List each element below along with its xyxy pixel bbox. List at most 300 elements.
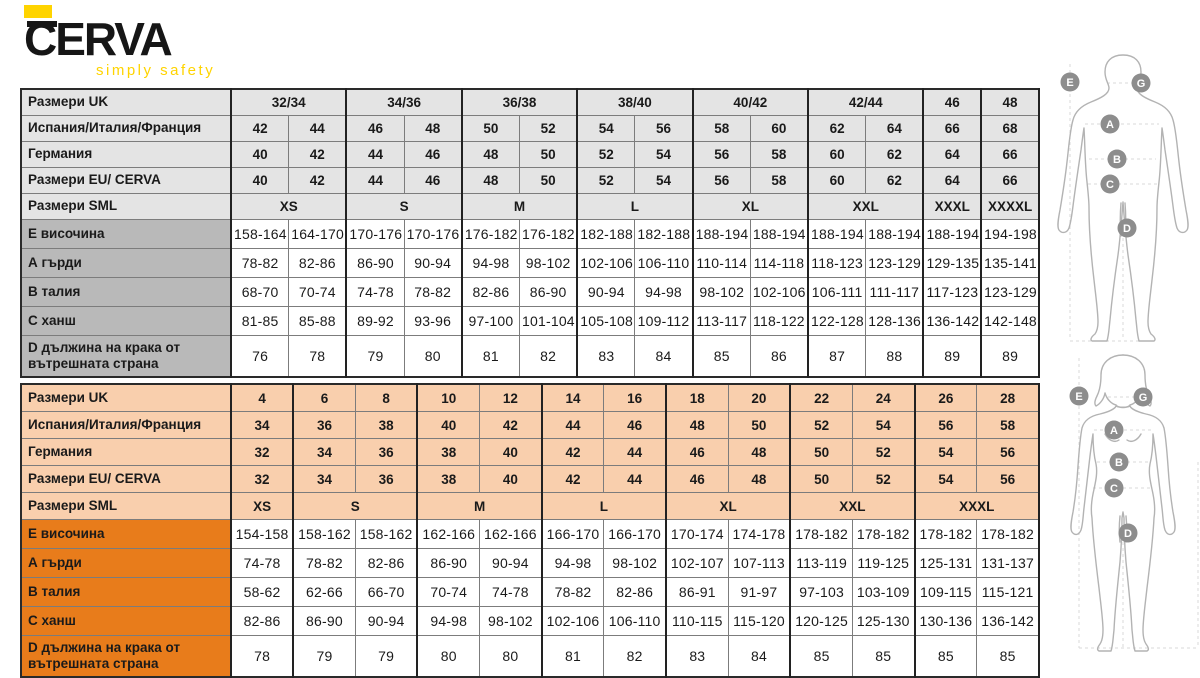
svg-text:E: E — [1075, 391, 1083, 403]
size-header-cell: 34 — [293, 466, 355, 493]
size-value-cell: 82-86 — [462, 278, 520, 307]
measure-badge-E-icon — [1061, 73, 1080, 92]
size-header-cell: 40 — [231, 142, 289, 168]
measure-badge-G-icon — [1134, 388, 1153, 407]
size-value-cell: 68-70 — [231, 278, 289, 307]
size-value-cell: 97-100 — [462, 307, 520, 336]
size-value-cell: 86-91 — [666, 578, 728, 607]
row-label: Размери SML — [21, 194, 231, 220]
size-value-cell: 86-90 — [520, 278, 578, 307]
size-value-cell: 98-102 — [520, 249, 578, 278]
size-header-cell: 46 — [404, 142, 462, 168]
size-header-cell: XXL — [808, 194, 923, 220]
size-header-cell: 62 — [866, 168, 924, 194]
size-value-cell: 188-194 — [923, 220, 981, 249]
row-label: А гърди — [21, 249, 231, 278]
size-value-cell: 125-131 — [915, 549, 977, 578]
size-header-cell: 48 — [981, 89, 1039, 116]
size-value-cell: 162-166 — [417, 520, 479, 549]
size-value-cell: 135-141 — [981, 249, 1039, 278]
size-value-cell: 115-121 — [977, 578, 1039, 607]
row-label: А гърди — [21, 549, 231, 578]
size-header-cell: 60 — [808, 142, 866, 168]
size-value-cell: 78-82 — [231, 249, 289, 278]
size-value-cell: 74-78 — [346, 278, 404, 307]
size-header-cell: 58 — [750, 168, 808, 194]
size-header-cell: 48 — [462, 168, 520, 194]
row-label: Размери EU/ CERVA — [21, 466, 231, 493]
size-header-cell: M — [417, 493, 541, 520]
size-header-cell: 62 — [866, 142, 924, 168]
size-header-cell: 32 — [231, 466, 293, 493]
size-value-cell: 90-94 — [355, 607, 417, 636]
size-value-cell: 98-102 — [480, 607, 542, 636]
size-value-cell: 107-113 — [728, 549, 790, 578]
size-value-cell: 89 — [981, 336, 1039, 378]
size-header-cell: 56 — [693, 168, 751, 194]
size-value-cell: 74-78 — [231, 549, 293, 578]
size-header-cell: 54 — [915, 439, 977, 466]
size-header-cell: 46 — [666, 439, 728, 466]
size-header-cell: 20 — [728, 384, 790, 412]
row-label: В талия — [21, 578, 231, 607]
size-header-cell: 64 — [923, 168, 981, 194]
size-value-cell: 194-198 — [981, 220, 1039, 249]
size-value-cell: 178-182 — [852, 520, 914, 549]
size-header-cell: 44 — [289, 116, 347, 142]
size-value-cell: 118-123 — [808, 249, 866, 278]
size-header-cell: 52 — [577, 168, 635, 194]
size-header-cell: 52 — [790, 412, 852, 439]
size-header-cell: 50 — [520, 142, 578, 168]
size-value-cell: 90-94 — [480, 549, 542, 578]
size-header-cell: 42 — [289, 168, 347, 194]
size-value-cell: 82 — [604, 636, 666, 678]
size-header-cell: 54 — [852, 412, 914, 439]
size-value-cell: 81 — [542, 636, 604, 678]
size-header-cell: 36 — [293, 412, 355, 439]
size-header-cell: 64 — [923, 142, 981, 168]
size-value-cell: 102-106 — [542, 607, 604, 636]
cerva-logo — [24, 4, 244, 80]
size-header-cell: 50 — [462, 116, 520, 142]
size-value-cell: 82-86 — [289, 249, 347, 278]
size-value-cell: 103-109 — [852, 578, 914, 607]
size-value-cell: 79 — [346, 336, 404, 378]
measure-badge-E-icon — [1070, 387, 1089, 406]
size-value-cell: 85-88 — [289, 307, 347, 336]
size-header-cell: 32 — [231, 439, 293, 466]
size-value-cell: 86-90 — [417, 549, 479, 578]
size-value-cell: 110-114 — [693, 249, 751, 278]
size-header-cell: 40 — [480, 466, 542, 493]
size-value-cell: 91-97 — [728, 578, 790, 607]
size-value-cell: 90-94 — [577, 278, 635, 307]
size-value-cell: 142-148 — [981, 307, 1039, 336]
size-header-cell: 18 — [666, 384, 728, 412]
size-value-cell: 85 — [977, 636, 1039, 678]
size-value-cell: 58-62 — [231, 578, 293, 607]
size-value-cell: 178-182 — [790, 520, 852, 549]
row-label: Испания/Италия/Франция — [21, 116, 231, 142]
svg-text:B: B — [1115, 457, 1123, 469]
size-value-cell: 182-188 — [577, 220, 635, 249]
size-header-cell: 44 — [346, 142, 404, 168]
size-value-cell: 109-112 — [635, 307, 693, 336]
row-label: С ханш — [21, 607, 231, 636]
size-header-cell: XXXXL — [981, 194, 1039, 220]
size-value-cell: 94-98 — [635, 278, 693, 307]
size-value-cell: 78 — [289, 336, 347, 378]
size-value-cell: 123-129 — [981, 278, 1039, 307]
size-value-cell: 106-110 — [604, 607, 666, 636]
size-value-cell: 82-86 — [231, 607, 293, 636]
size-value-cell: 154-158 — [231, 520, 293, 549]
size-value-cell: 117-123 — [923, 278, 981, 307]
size-header-cell: 36/38 — [462, 89, 577, 116]
size-header-cell: 66 — [981, 168, 1039, 194]
size-header-cell: 60 — [750, 116, 808, 142]
size-value-cell: 81 — [462, 336, 520, 378]
size-value-cell: 110-115 — [666, 607, 728, 636]
measure-badge-A-icon — [1101, 115, 1120, 134]
brand-tagline: simply safety — [96, 62, 216, 79]
row-label: D дължина на крака от вътрешната страна — [21, 336, 231, 378]
size-header-cell: 46 — [923, 89, 981, 116]
size-header-cell: 46 — [604, 412, 666, 439]
size-header-cell: XXL — [790, 493, 914, 520]
size-value-cell: 130-136 — [915, 607, 977, 636]
measure-badge-A-icon — [1105, 421, 1124, 440]
measure-badge-B-icon — [1108, 150, 1127, 169]
size-header-cell: 48 — [728, 466, 790, 493]
size-value-cell: 102-106 — [750, 278, 808, 307]
size-header-cell: 42/44 — [808, 89, 923, 116]
measure-badge-C-icon — [1105, 479, 1124, 498]
size-value-cell: 122-128 — [808, 307, 866, 336]
size-header-cell: XS — [231, 493, 293, 520]
size-value-cell: 131-137 — [977, 549, 1039, 578]
row-label: Германия — [21, 142, 231, 168]
size-header-cell: 48 — [666, 412, 728, 439]
size-header-cell: 58 — [977, 412, 1039, 439]
row-label: Е височина — [21, 220, 231, 249]
svg-text:C: C — [1106, 179, 1114, 191]
size-value-cell: 113-119 — [790, 549, 852, 578]
size-value-cell: 188-194 — [866, 220, 924, 249]
size-header-cell: S — [346, 194, 461, 220]
size-header-cell: XL — [666, 493, 790, 520]
size-header-cell: 44 — [346, 168, 404, 194]
size-value-cell: 78-82 — [293, 549, 355, 578]
size-value-cell: 164-170 — [289, 220, 347, 249]
size-header-cell: 48 — [404, 116, 462, 142]
size-header-cell: 38 — [417, 439, 479, 466]
size-header-cell: 10 — [417, 384, 479, 412]
size-value-cell: 106-110 — [635, 249, 693, 278]
size-value-cell: 170-176 — [346, 220, 404, 249]
measure-badge-G-icon — [1132, 74, 1151, 93]
size-header-cell: 42 — [480, 412, 542, 439]
size-value-cell: 76 — [231, 336, 289, 378]
svg-text:C: C — [1110, 483, 1118, 495]
size-value-cell: 166-170 — [604, 520, 666, 549]
size-value-cell: 98-102 — [693, 278, 751, 307]
size-value-cell: 85 — [915, 636, 977, 678]
size-header-cell: 40/42 — [693, 89, 808, 116]
size-value-cell: 82-86 — [604, 578, 666, 607]
measure-badge-C-icon — [1101, 175, 1120, 194]
svg-text:A: A — [1110, 425, 1118, 437]
measure-badge-D-icon — [1118, 219, 1137, 238]
size-header-cell: 36 — [355, 439, 417, 466]
size-header-cell: 46 — [346, 116, 404, 142]
size-header-cell: XS — [231, 194, 346, 220]
size-header-cell: 44 — [604, 439, 666, 466]
size-header-cell: S — [293, 493, 417, 520]
size-header-cell: 52 — [520, 116, 578, 142]
size-value-cell: 113-117 — [693, 307, 751, 336]
size-header-cell: 58 — [750, 142, 808, 168]
size-header-cell: 14 — [542, 384, 604, 412]
size-header-cell: 52 — [577, 142, 635, 168]
size-header-cell: XXXL — [915, 493, 1039, 520]
size-value-cell: 129-135 — [923, 249, 981, 278]
svg-text:B: B — [1113, 154, 1121, 166]
svg-text:D: D — [1123, 223, 1131, 235]
size-header-cell: 56 — [977, 439, 1039, 466]
brand-name: CERVA — [24, 13, 171, 65]
size-value-cell: 174-178 — [728, 520, 790, 549]
size-header-cell: M — [462, 194, 577, 220]
size-value-cell: 66-70 — [355, 578, 417, 607]
row-label: Размери SML — [21, 493, 231, 520]
size-value-cell: 78 — [231, 636, 293, 678]
size-header-cell: 46 — [666, 466, 728, 493]
svg-text:G: G — [1138, 392, 1148, 404]
size-header-cell: 4 — [231, 384, 293, 412]
size-header-cell: 42 — [542, 466, 604, 493]
size-header-cell: 64 — [866, 116, 924, 142]
size-header-cell: 42 — [231, 116, 289, 142]
size-value-cell: 162-166 — [480, 520, 542, 549]
size-value-cell: 125-130 — [852, 607, 914, 636]
size-value-cell: 82 — [520, 336, 578, 378]
size-value-cell: 90-94 — [404, 249, 462, 278]
size-header-cell: 52 — [852, 439, 914, 466]
size-value-cell: 78-82 — [542, 578, 604, 607]
svg-text:E: E — [1066, 77, 1074, 89]
size-header-cell: 16 — [604, 384, 666, 412]
row-label: Размери UK — [21, 384, 231, 412]
size-value-cell: 85 — [790, 636, 852, 678]
size-value-cell: 97-103 — [790, 578, 852, 607]
size-value-cell: 98-102 — [604, 549, 666, 578]
size-header-cell: XL — [693, 194, 808, 220]
size-value-cell: 70-74 — [417, 578, 479, 607]
size-header-cell: 40 — [480, 439, 542, 466]
size-value-cell: 115-120 — [728, 607, 790, 636]
size-value-cell: 89 — [923, 336, 981, 378]
size-header-cell: 34 — [231, 412, 293, 439]
size-value-cell: 188-194 — [750, 220, 808, 249]
size-value-cell: 188-194 — [693, 220, 751, 249]
size-header-cell: 68 — [981, 116, 1039, 142]
size-header-cell: 42 — [289, 142, 347, 168]
size-header-cell: 26 — [915, 384, 977, 412]
size-header-cell: 32/34 — [231, 89, 346, 116]
size-value-cell: 136-142 — [977, 607, 1039, 636]
size-value-cell: 94-98 — [542, 549, 604, 578]
size-value-cell: 81-85 — [231, 307, 289, 336]
size-header-cell: 28 — [977, 384, 1039, 412]
size-value-cell: 166-170 — [542, 520, 604, 549]
size-header-cell: 56 — [693, 142, 751, 168]
size-header-cell: 44 — [604, 466, 666, 493]
size-header-cell: 50 — [728, 412, 790, 439]
size-value-cell: 178-182 — [977, 520, 1039, 549]
size-value-cell: 188-194 — [808, 220, 866, 249]
row-label: Испания/Италия/Франция — [21, 412, 231, 439]
size-header-cell: 56 — [977, 466, 1039, 493]
row-label: Размери EU/ CERVA — [21, 168, 231, 194]
row-label: Размери UK — [21, 89, 231, 116]
size-header-cell: 6 — [293, 384, 355, 412]
female-figure-diagram — [1050, 352, 1200, 652]
size-value-cell: 114-118 — [750, 249, 808, 278]
size-value-cell: 80 — [404, 336, 462, 378]
size-value-cell: 74-78 — [480, 578, 542, 607]
size-header-cell: 40 — [231, 168, 289, 194]
size-header-cell: 48 — [462, 142, 520, 168]
size-header-cell: 66 — [981, 142, 1039, 168]
size-header-cell: 48 — [728, 439, 790, 466]
size-header-cell: 46 — [404, 168, 462, 194]
size-header-cell: 38 — [417, 466, 479, 493]
measure-badge-B-icon — [1110, 453, 1129, 472]
size-value-cell: 84 — [728, 636, 790, 678]
svg-text:D: D — [1124, 528, 1132, 540]
size-header-cell: 50 — [790, 466, 852, 493]
women-size-table — [20, 383, 1040, 678]
size-header-cell: 54 — [915, 466, 977, 493]
size-value-cell: 170-174 — [666, 520, 728, 549]
size-value-cell: 78-82 — [404, 278, 462, 307]
size-value-cell: 158-162 — [293, 520, 355, 549]
size-header-cell: 44 — [542, 412, 604, 439]
size-value-cell: 93-96 — [404, 307, 462, 336]
size-value-cell: 102-106 — [577, 249, 635, 278]
measure-badge-D-icon — [1119, 524, 1138, 543]
size-value-cell: 87 — [808, 336, 866, 378]
size-header-cell: 34/36 — [346, 89, 461, 116]
size-header-cell: 54 — [635, 168, 693, 194]
size-value-cell: 109-115 — [915, 578, 977, 607]
size-value-cell: 128-136 — [866, 307, 924, 336]
size-header-cell: 50 — [790, 439, 852, 466]
size-value-cell: 80 — [480, 636, 542, 678]
size-value-cell: 105-108 — [577, 307, 635, 336]
size-header-cell: 54 — [635, 142, 693, 168]
size-header-cell: 38 — [355, 412, 417, 439]
size-header-cell: 40 — [417, 412, 479, 439]
size-value-cell: 82-86 — [355, 549, 417, 578]
size-value-cell: 176-182 — [462, 220, 520, 249]
size-value-cell: 178-182 — [915, 520, 977, 549]
size-value-cell: 119-125 — [852, 549, 914, 578]
size-value-cell: 86-90 — [293, 607, 355, 636]
size-value-cell: 118-122 — [750, 307, 808, 336]
size-header-cell: 66 — [923, 116, 981, 142]
svg-text:G: G — [1136, 78, 1146, 90]
size-value-cell: 111-117 — [866, 278, 924, 307]
size-value-cell: 158-162 — [355, 520, 417, 549]
size-header-cell: 8 — [355, 384, 417, 412]
size-value-cell: 94-98 — [462, 249, 520, 278]
size-value-cell: 88 — [866, 336, 924, 378]
size-value-cell: 85 — [852, 636, 914, 678]
size-header-cell: 58 — [693, 116, 751, 142]
size-value-cell: 70-74 — [289, 278, 347, 307]
size-value-cell: 86 — [750, 336, 808, 378]
size-value-cell: 84 — [635, 336, 693, 378]
size-value-cell: 158-164 — [231, 220, 289, 249]
male-figure-diagram — [1045, 50, 1200, 350]
size-value-cell: 79 — [293, 636, 355, 678]
row-label: Е височина — [21, 520, 231, 549]
size-header-cell: 22 — [790, 384, 852, 412]
row-label: D дължина на крака от вътрешната страна — [21, 636, 231, 678]
size-header-cell: 56 — [635, 116, 693, 142]
row-label: В талия — [21, 278, 231, 307]
size-value-cell: 101-104 — [520, 307, 578, 336]
row-label: С ханш — [21, 307, 231, 336]
size-header-cell: 60 — [808, 168, 866, 194]
size-value-cell: 136-142 — [923, 307, 981, 336]
size-value-cell: 94-98 — [417, 607, 479, 636]
size-header-cell: 62 — [808, 116, 866, 142]
size-value-cell: 102-107 — [666, 549, 728, 578]
size-header-cell: L — [542, 493, 666, 520]
size-value-cell: 106-111 — [808, 278, 866, 307]
men-size-table — [20, 88, 1040, 378]
size-header-cell: 12 — [480, 384, 542, 412]
size-header-cell: 54 — [577, 116, 635, 142]
svg-text:A: A — [1106, 119, 1114, 131]
size-header-cell: 34 — [293, 439, 355, 466]
size-value-cell: 176-182 — [520, 220, 578, 249]
size-header-cell: 52 — [852, 466, 914, 493]
size-header-cell: XXXL — [923, 194, 981, 220]
size-value-cell: 80 — [417, 636, 479, 678]
row-label: Германия — [21, 439, 231, 466]
size-header-cell: 50 — [520, 168, 578, 194]
size-value-cell: 86-90 — [346, 249, 404, 278]
size-value-cell: 83 — [666, 636, 728, 678]
size-value-cell: 120-125 — [790, 607, 852, 636]
size-value-cell: 83 — [577, 336, 635, 378]
size-value-cell: 170-176 — [404, 220, 462, 249]
size-value-cell: 123-129 — [866, 249, 924, 278]
size-value-cell: 182-188 — [635, 220, 693, 249]
size-value-cell: 85 — [693, 336, 751, 378]
size-header-cell: 38/40 — [577, 89, 692, 116]
size-value-cell: 89-92 — [346, 307, 404, 336]
size-header-cell: 36 — [355, 466, 417, 493]
size-value-cell: 62-66 — [293, 578, 355, 607]
size-value-cell: 79 — [355, 636, 417, 678]
size-header-cell: L — [577, 194, 692, 220]
